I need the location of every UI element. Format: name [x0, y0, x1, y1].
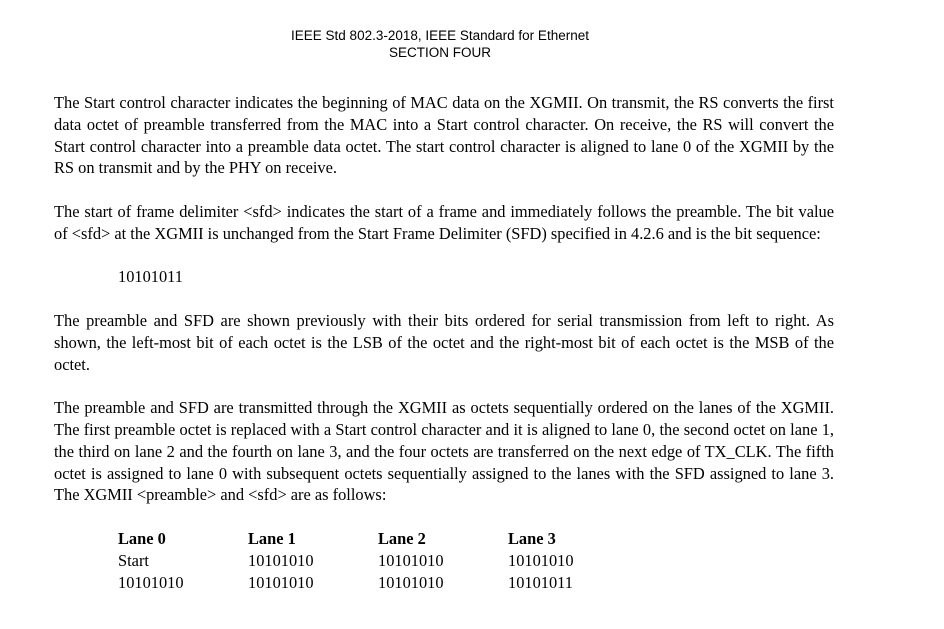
- table-cell: Start: [118, 550, 149, 570]
- lane-table-header-row: [118, 528, 638, 550]
- lane-header: Lane 1: [248, 528, 296, 548]
- table-cell: 10101010: [508, 550, 574, 570]
- document-body: [54, 92, 834, 593]
- lane-header: Lane 3: [508, 528, 556, 548]
- table-row: [118, 572, 638, 594]
- table-cell: 10101011: [508, 572, 573, 592]
- table-cell: 10101010: [248, 550, 314, 570]
- table-cell: 10101010: [378, 572, 444, 592]
- table-cell: 10101010: [378, 550, 444, 570]
- lane-header: Lane 0: [118, 528, 166, 548]
- page-header: [0, 28, 880, 61]
- sfd-bit-sequence: 10101011: [118, 267, 183, 287]
- paragraph-start-control: The Start control character indicates the beginning of MAC data on the XGMII. On transmit, the RS converts the first data octet of preamble transferred from the MAC into a Start control character. On receive, the RS will convert the Start control character into a preamble data octet. The start control character is aligned to lane 0 of the XGMII by the RS on transmit and by the PHY on receive.: [54, 93, 834, 178]
- paragraph-lane-assignment: The preamble and SFD are transmitted through the XGMII as octets sequentially ordered on the lanes of the XGMII. The first preamble octet is replaced with a Start control character and it is aligned to lane 0, the second octet on lane 1, the third on lane 2 and the fourth on lane 3, and the four octets are transferred on the next edge of TX_CLK. The fifth octet is assigned to lane 0 with subsequent octets sequentially assigned to the lanes with the SFD assigned to lane 3. The XGMII <preamble> and <sfd> are as follows:: [54, 398, 834, 505]
- paragraph-bit-order: The preamble and SFD are shown previously with their bits ordered for serial transmission from left to right. As shown, the left-most bit of each octet is the LSB of the octet and the right-most bit of each octet is the MSB of the octet.: [54, 310, 834, 374]
- standard-title: IEEE Std 802.3-2018, IEEE Standard for Ethernet: [291, 28, 589, 43]
- table-row: [118, 550, 638, 572]
- lane-table: [118, 528, 638, 593]
- table-cell: 10101010: [248, 572, 314, 592]
- lane-header: Lane 2: [378, 528, 426, 548]
- table-cell: 10101010: [118, 572, 184, 592]
- paragraph-sfd: The start of frame delimiter <sfd> indicates the start of a frame and immediately follows the preamble. The bit value of <sfd> at the XGMII is unchanged from the Start Frame Delimiter (SFD) specified in 4.2.6 and is the bit sequence:: [54, 201, 834, 243]
- section-title: SECTION FOUR: [388, 44, 491, 60]
